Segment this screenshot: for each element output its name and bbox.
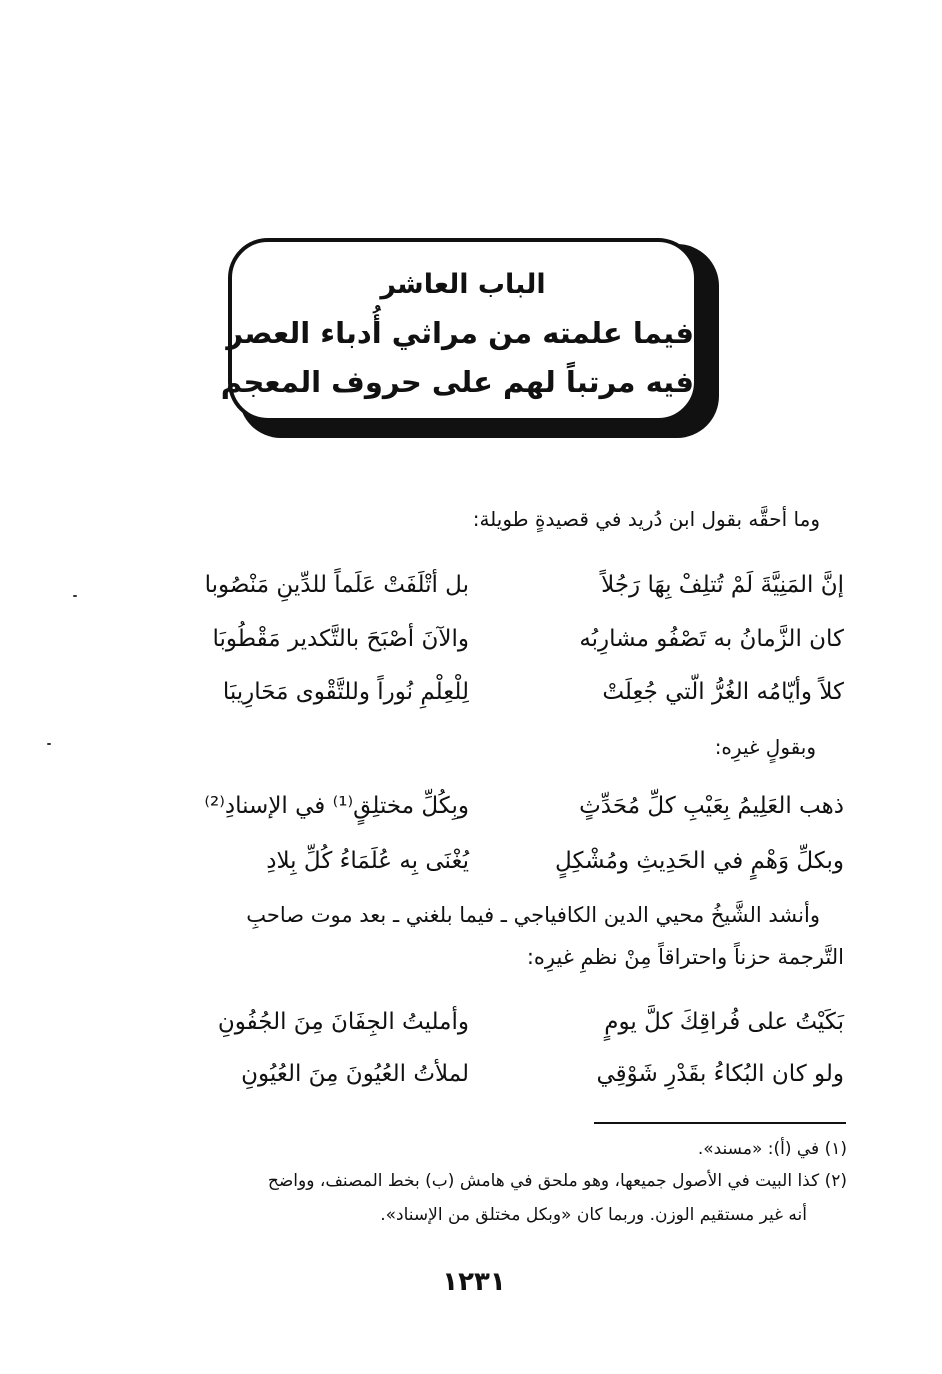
verse-5-right-hemistich: وبكلِّ وَهْمٍ في الحَدِيثِ ومُشْكِلٍ [555, 848, 844, 874]
page-number: ١٢٣١ [442, 1267, 506, 1297]
verse-4-left-hemistich: وبِكُلِّ مختلِقٍ⁽¹⁾ في الإسنادِ⁽²⁾ [204, 793, 469, 819]
chapter-title-box [220, 238, 698, 422]
verse-6-right-hemistich: بَكَيْتُ على فُراقِكَ كلَّ يومٍ [604, 1009, 844, 1035]
verse-2-right-hemistich: كان الزَّمانُ به تَصْفُو مشارِبُه [579, 626, 844, 652]
verse-7-left-hemistich: لملأتُ العُيُونَ مِنَ العُيُونِ [241, 1061, 469, 1087]
footnote-2-line-1: (٢) كذا البيت في الأصول جميعها، وهو ملحق في هامش (ب) بخط المصنف، وواضح [267, 1171, 847, 1191]
verse-2-left-hemistich: والآنَ أصْبَحَ بالتَّكدير مَقْطُوبَا [212, 626, 469, 652]
verse-4-right-hemistich: ذهب العَلِيمُ بِعَيْبِ كلِّ مُحَدِّثٍ [579, 793, 844, 819]
footnote-separator [594, 1122, 846, 1124]
chapter-title-line-2: فيه مرتباً لهم على حروف المعجم [220, 365, 694, 399]
verse-7-right-hemistich: ولو كان البُكاءُ بقَدْرِ شَوْقِي [596, 1061, 844, 1087]
chapter-title-line-1: فيما علمته من مراثي أُدباء العصر [226, 316, 694, 350]
paragraph-line-1: وأنشد الشَّيخُ محيي الدين الكافياجي ـ فيما بلغني ـ بعد موت صاحبِ [246, 903, 820, 927]
verse-3-left-hemistich: لِلْعِلْمِ نُوراً وللتَّقْوى مَحَارِيبَا [222, 679, 469, 705]
paragraph-line-2: التَّرجمة حزناً واحتراقاً مِنْ نظمِ غيرِه: [526, 945, 844, 969]
scan-speck [73, 595, 77, 597]
intro-text-another-poet: وبقولٍ غيرِه: [714, 735, 816, 759]
verse-5-left-hemistich: يُغْنَى بِه عُلَمَاءُ كُلِّ بِلادِ [266, 848, 469, 874]
footnote-1: (١) في (أ): «مسند». [697, 1139, 847, 1159]
footnote-2-line-2: أنه غير مستقيم الوزن. وربما كان «وبكل مختلق من الإسناد». [380, 1205, 807, 1225]
verse-1-right-hemistich: إنَّ المَنِيَّةَ لَمْ تُتلِفْ بِهَا رَجُلاً [601, 572, 844, 598]
chapter-number: الباب العاشر [380, 269, 546, 300]
intro-text-ibn-durayd: وما أحقَّه بقول ابن دُريد في قصيدةٍ طويلة: [472, 507, 820, 531]
scan-speck [47, 743, 51, 745]
verse-3-right-hemistich: كلاً وأيّامُه الغُرُّ الّتي جُعِلَتْ [602, 679, 844, 705]
verse-6-left-hemistich: وأمليتُ الجِفَانَ مِنَ الجُفُونِ [217, 1009, 469, 1035]
verse-1-left-hemistich: بل أتْلَفَتْ عَلَماً للدِّينِ مَنْصُوبا [204, 572, 469, 598]
